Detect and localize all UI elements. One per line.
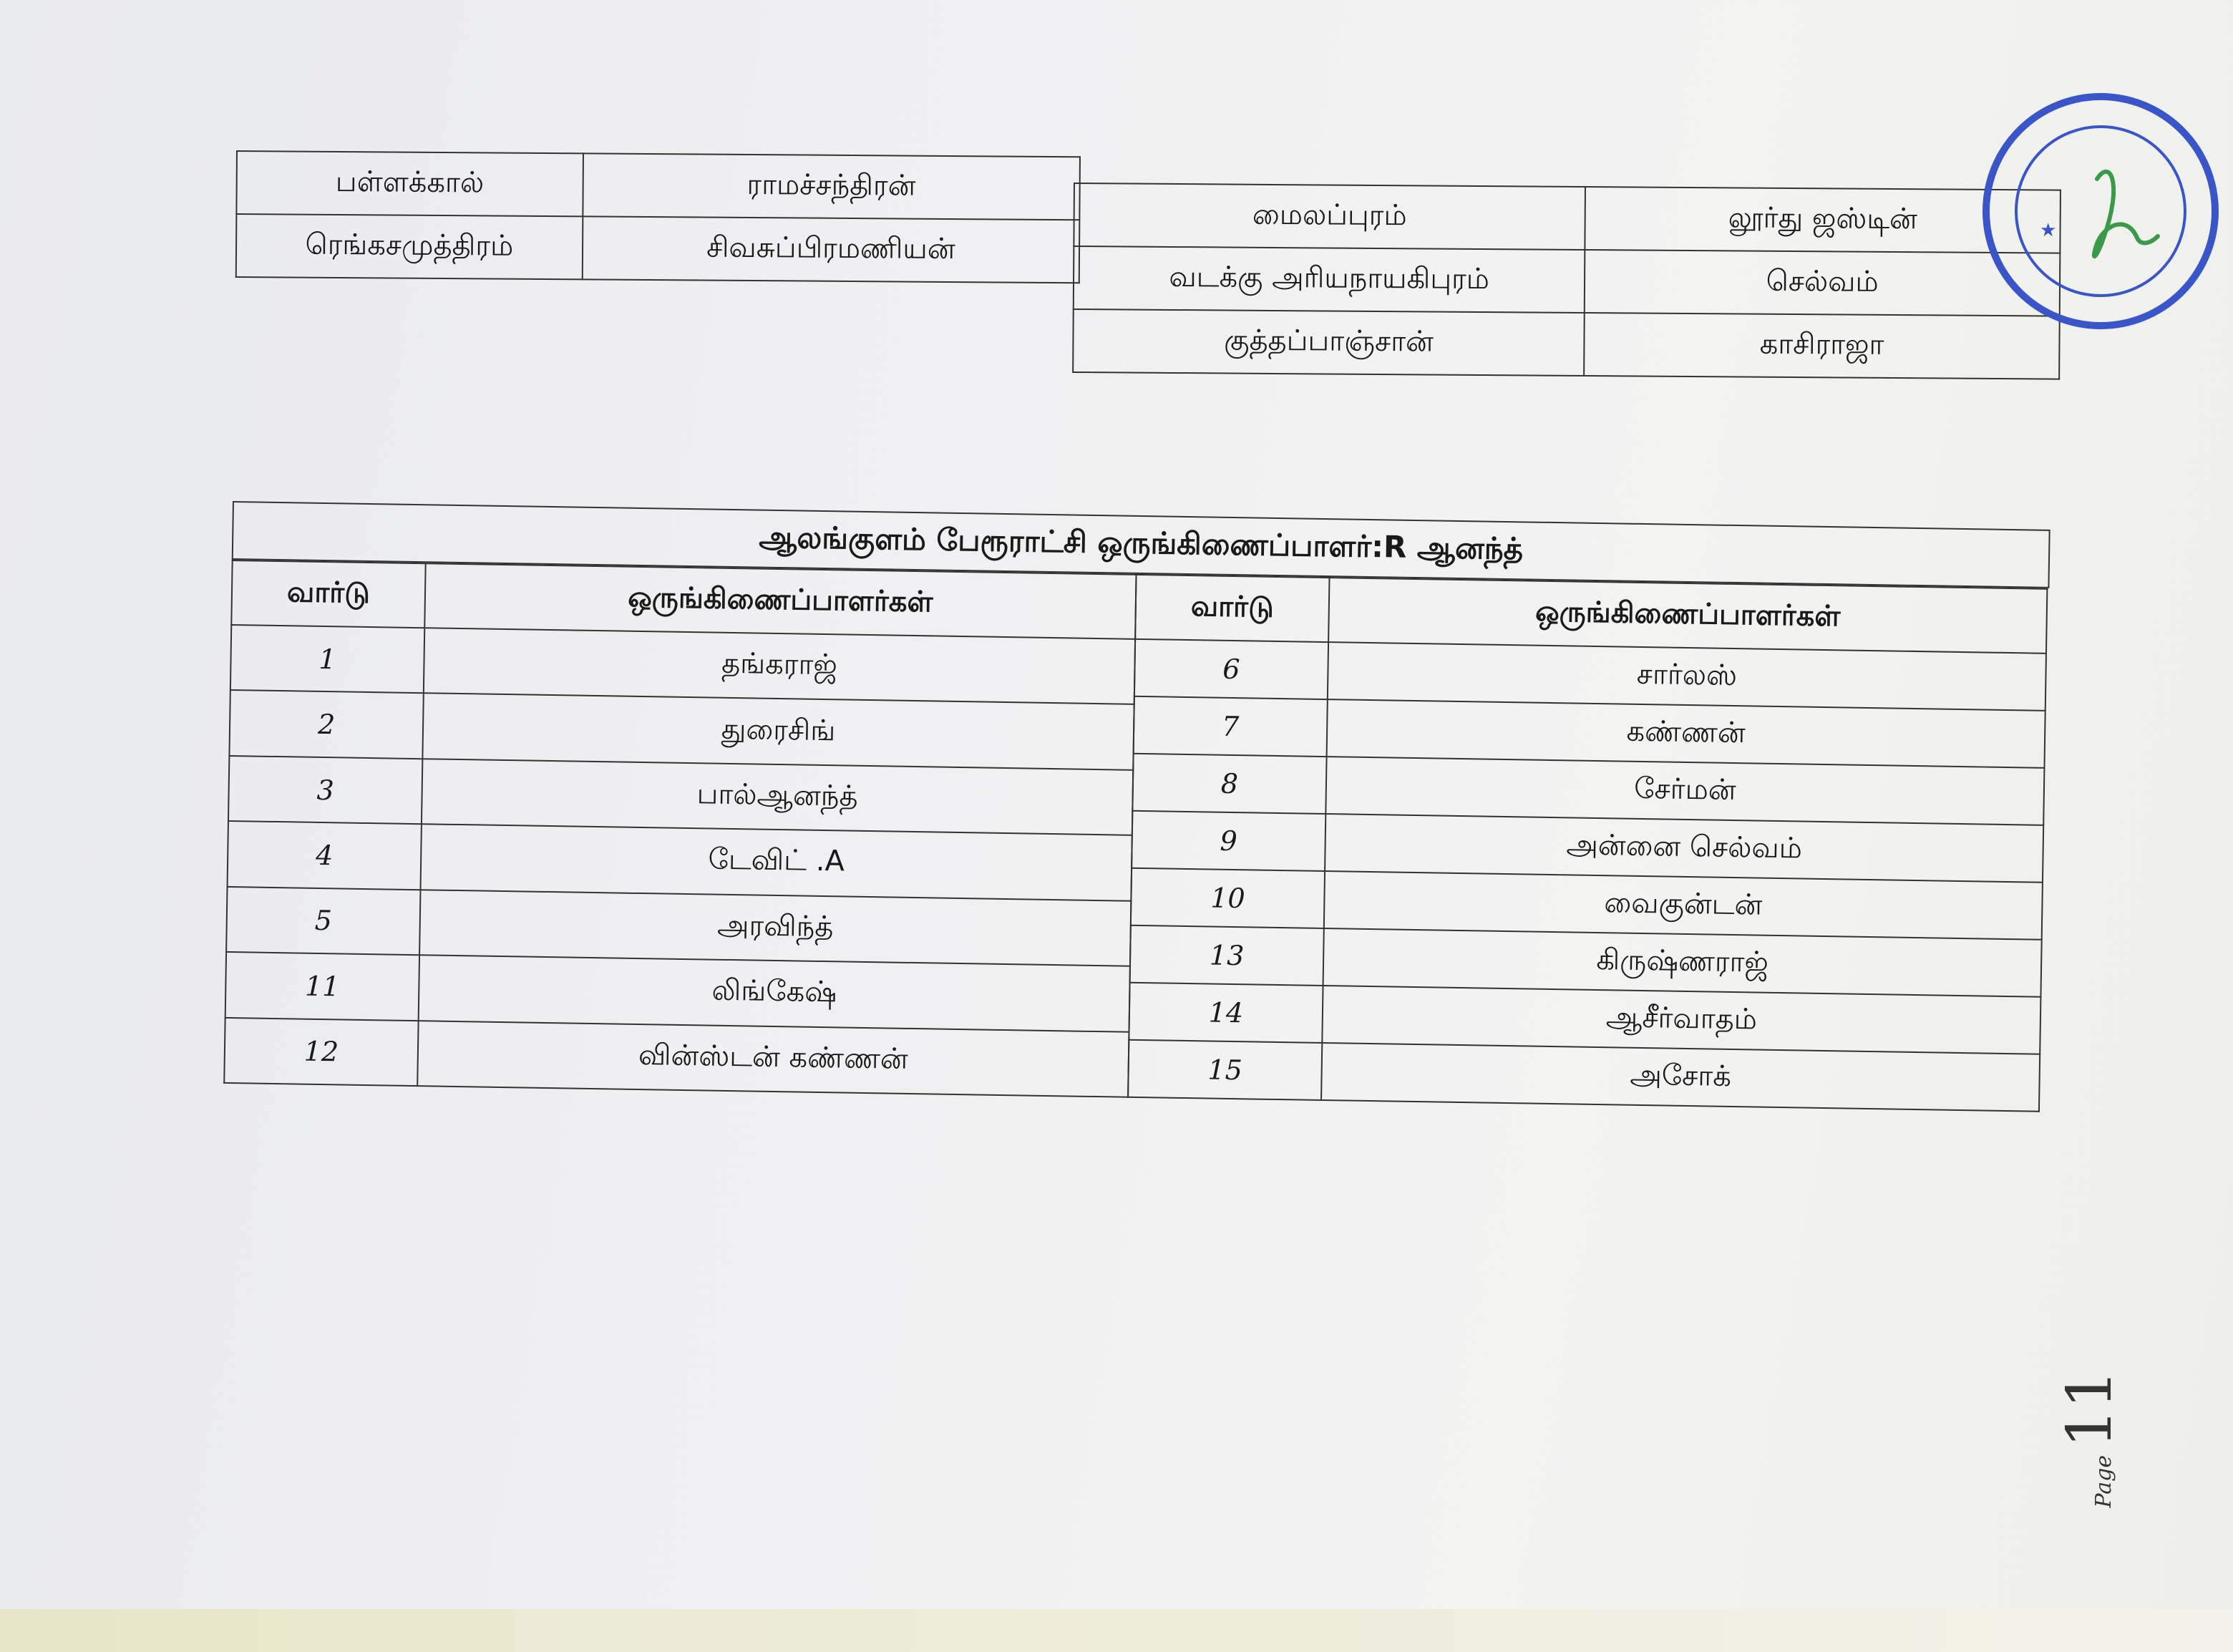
- table-row: [1074, 183, 2061, 253]
- coordinator-name: துரைசிங்: [422, 694, 1134, 770]
- main-table-left: [223, 560, 1137, 1098]
- official-seal-icon: [1983, 93, 2219, 329]
- top-table-right: [1072, 183, 2061, 380]
- table-cell: செல்வம்: [1585, 250, 2060, 316]
- main-table: [223, 501, 2050, 1112]
- coordinator-name: டேவிட் .A: [421, 824, 1132, 900]
- ward-number: 5: [226, 887, 420, 956]
- coordinator-name: அசோக்: [1321, 1043, 2040, 1112]
- header-coordinators: ஒருங்கிணைப்பாளர்கள்: [1328, 578, 2047, 653]
- coordinator-name: வைகுன்டன்: [1324, 871, 2043, 940]
- page-label: Page: [2091, 1454, 2116, 1508]
- table-cell: பள்ளக்கால்: [236, 151, 583, 216]
- table-row: [1074, 246, 2061, 316]
- ward-number: 3: [228, 756, 422, 825]
- bottom-edge: [0, 1609, 2233, 1652]
- table-row: [224, 1017, 1129, 1097]
- table-row: [236, 151, 1080, 220]
- coordinator-name: வின்ஸ்டன் கண்ணன்: [417, 1021, 1129, 1097]
- svg-text:★: ★: [2040, 220, 2057, 241]
- top-table-left: [235, 150, 1081, 283]
- coordinator-name: அன்னை செல்வம்: [1325, 814, 2043, 883]
- table-cell: குத்தப்பாஞ்சான்: [1073, 309, 1585, 376]
- table-cell: மைலப்புரம்: [1074, 183, 1585, 250]
- table-cell: சிவசுப்பிரமணியன்: [582, 216, 1079, 283]
- table-cell: ரெங்கசமுத்திரம்: [236, 214, 583, 279]
- ward-number: 15: [1128, 1040, 1322, 1100]
- coordinator-name: தங்கராஜ்: [424, 628, 1135, 704]
- ward-number: 14: [1129, 983, 1323, 1043]
- coordinator-name: லிங்கேஷ்: [419, 955, 1130, 1031]
- ward-number: 9: [1132, 811, 1325, 871]
- header-ward: வார்டு: [231, 560, 425, 628]
- table-cell: லூர்து ஜஸ்டின்: [1585, 187, 2061, 253]
- ward-number: 2: [229, 690, 423, 759]
- page-number-value: 11: [2054, 1369, 2126, 1448]
- ward-number: 7: [1134, 696, 1328, 757]
- ward-number: 12: [224, 1017, 418, 1086]
- ward-number: 1: [230, 625, 424, 694]
- coordinator-name: கிருஷ்ணராஜ்: [1323, 928, 2042, 997]
- main-table-right: [1127, 574, 2048, 1112]
- coordinator-name: சார்லஸ்: [1328, 642, 2046, 711]
- coordinator-name: ஆசீர்வாதம்: [1322, 986, 2040, 1054]
- page-number: [2054, 1367, 2233, 1510]
- table-row: [236, 214, 1080, 283]
- coordinator-name: அரவிந்த்: [419, 890, 1131, 966]
- table-cell: வடக்கு அரியநாயகிபுரம்: [1074, 246, 1585, 313]
- header-coordinators: ஒருங்கிணைப்பாளர்கள்: [424, 563, 1136, 639]
- table-cell: காசிராஜா: [1584, 313, 2059, 379]
- coordinator-name: கண்ணன்: [1327, 699, 2045, 768]
- main-table-title: ஆலங்குளம் பேரூராட்சி ஒருங்கிணைப்பாளர்:R ஆனந்த்: [232, 501, 2050, 588]
- table-row: [1073, 309, 2060, 379]
- ward-number: 8: [1132, 754, 1326, 814]
- ward-number: 11: [225, 952, 419, 1021]
- table-cell: ராமச்சந்திரன்: [583, 153, 1080, 220]
- header-ward: வார்டு: [1135, 575, 1329, 642]
- coordinator-name: சேர்மன்: [1325, 757, 2044, 825]
- ward-number: 6: [1134, 639, 1328, 699]
- ward-number: 10: [1131, 868, 1325, 928]
- ward-number: 13: [1130, 925, 1324, 986]
- coordinator-name: பால்ஆனந்த்: [422, 759, 1133, 835]
- ward-number: 4: [228, 821, 422, 890]
